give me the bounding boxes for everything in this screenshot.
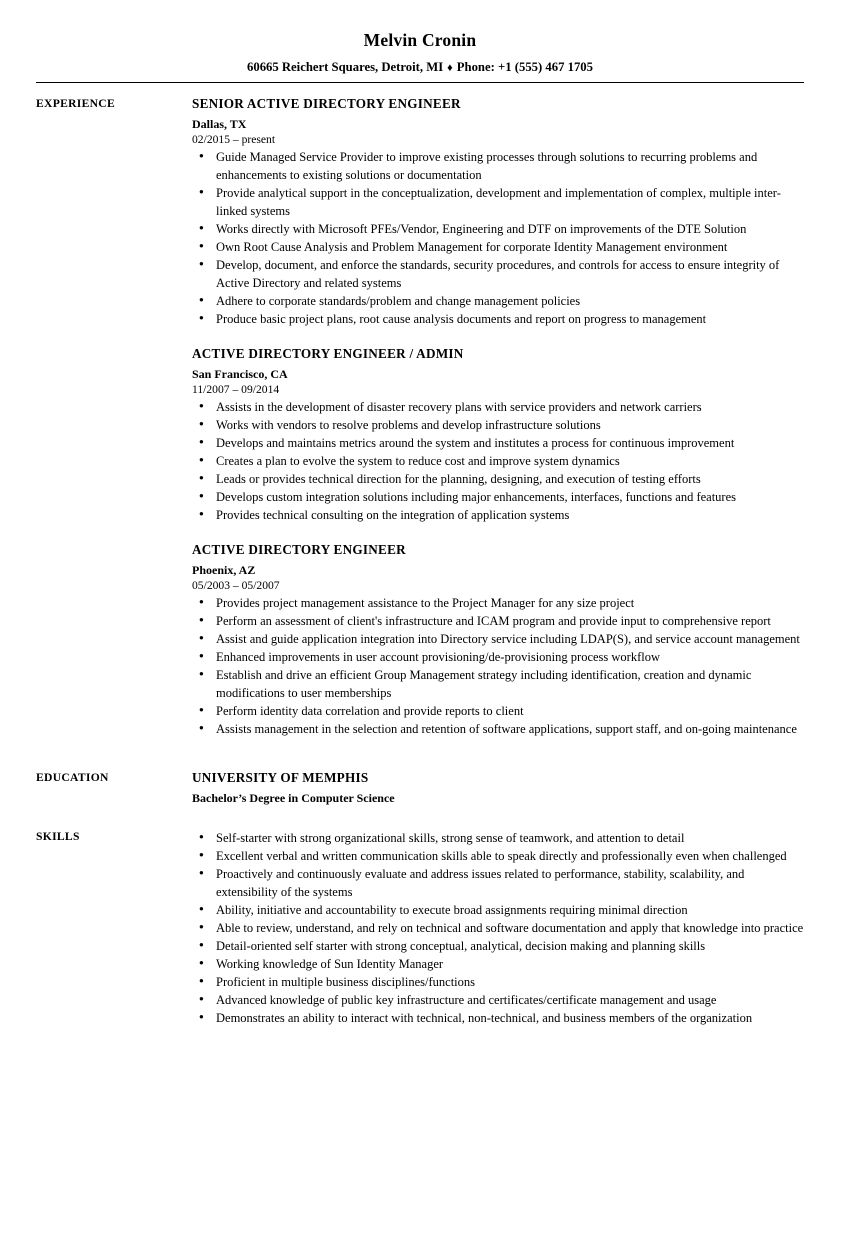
list-item: ● Proactively and continuously evaluate and address issues related to performance, stability, scalability, and extensibility of the systems	[192, 865, 804, 901]
education-degree: Bachelor’s Degree in Computer Science	[192, 791, 395, 805]
list-item: ● Self-starter with strong organizational skills, strong sense of teamwork, and attention to detail	[192, 829, 804, 847]
list-item: ● Assist and guide application integration into Directory service including LDAP(S), and service account management	[192, 630, 804, 648]
list-item: ● Produce basic project plans, root cause analysis documents and report on progress to management	[192, 310, 804, 328]
job-title: SENIOR ACTIVE DIRECTORY ENGINEER	[192, 96, 461, 111]
list-item: ● Provides project management assistance to the Project Manager for any size project	[192, 594, 804, 612]
education-body	[158, 770, 804, 806]
job-dates: 02/2015 – present	[192, 133, 276, 146]
diamond-separator-icon: ♦	[447, 62, 453, 74]
job-title: ACTIVE DIRECTORY ENGINEER	[192, 542, 406, 557]
list-item: ● Creates a plan to evolve the system to reduce cost and improve system dynamics	[192, 452, 804, 470]
contact-address: 60665 Reichert Squares, Detroit, MI	[247, 60, 444, 74]
section-label-education: EDUCATION	[36, 771, 109, 784]
experience-entry	[192, 96, 804, 328]
experience-entry	[192, 346, 804, 524]
section-experience	[36, 96, 804, 738]
job-location: Dallas, TX	[192, 117, 247, 131]
experience-body	[158, 96, 804, 738]
job-dates: 11/2007 – 09/2014	[192, 383, 280, 396]
job-bullet-list	[192, 398, 804, 524]
list-item: ● Proficient in multiple business disciplines/functions	[192, 973, 804, 991]
list-item: ● Guide Managed Service Provider to improve existing processes through solutions to recurring problems and enhancements to existing solutions or documentation	[192, 148, 804, 184]
section-label-experience: EXPERIENCE	[36, 97, 116, 110]
contact-line	[36, 60, 804, 75]
list-item: ● Able to review, understand, and rely on technical and software documentation and apply that knowledge into practice	[192, 919, 804, 937]
job-location: San Francisco, CA	[192, 367, 288, 381]
list-item: ● Develop, document, and enforce the standards, security procedures, and controls for access to ensure integrity of Active Directory and related systems	[192, 256, 804, 292]
list-item: ● Adhere to corporate standards/problem and change management policies	[192, 292, 804, 310]
education-school: UNIVERSITY OF MEMPHIS	[192, 770, 369, 785]
list-item: ● Advanced knowledge of public key infrastructure and certificates/certificate management and usage	[192, 991, 804, 1009]
list-item: ● Provide analytical support in the conceptualization, development and implementation of complex, multiple inter-linked systems	[192, 184, 804, 220]
job-bullet-list	[192, 148, 804, 328]
skills-bullet-list	[192, 829, 804, 1027]
list-item: ● Assists management in the selection and retention of software applications, support staff, and on-going maintenance	[192, 720, 804, 738]
section-label-skills: SKILLS	[36, 830, 80, 843]
list-item: ● Develops custom integration solutions including major enhancements, interfaces, functions and features	[192, 488, 804, 506]
section-education	[36, 770, 804, 806]
list-item: ● Perform identity data correlation and provide reports to client	[192, 702, 804, 720]
list-item: ● Establish and drive an efficient Group Management strategy including identification, creation and dynamic modifications to user memberships	[192, 666, 804, 702]
list-item: ● Develops and maintains metrics around the system and institutes a process for continuous improvement	[192, 434, 804, 452]
job-bullet-list	[192, 594, 804, 738]
list-item: ● Perform an assessment of client's infrastructure and ICAM program and provide input to comprehensive report	[192, 612, 804, 630]
list-item: ● Working knowledge of Sun Identity Manager	[192, 955, 804, 973]
list-item: ● Own Root Cause Analysis and Problem Management for corporate Identity Management environment	[192, 238, 804, 256]
list-item: ● Works directly with Microsoft PFEs/Vendor, Engineering and DTF on improvements of the DTE Solution	[192, 220, 804, 238]
list-item: ● Excellent verbal and written communication skills able to speak directly and professionally even when challenged	[192, 847, 804, 865]
list-item: ● Ability, initiative and accountability to execute broad assignments requiring minimal direction	[192, 901, 804, 919]
list-item: ● Assists in the development of disaster recovery plans with service providers and network carriers	[192, 398, 804, 416]
list-item: ● Works with vendors to resolve problems and develop infrastructure solutions	[192, 416, 804, 434]
list-item: ● Demonstrates an ability to interact with technical, non-technical, and business members of the organization	[192, 1009, 804, 1027]
section-skills	[36, 829, 804, 1027]
job-location: Phoenix, AZ	[192, 563, 256, 577]
skills-body	[158, 829, 804, 1027]
page-title: Melvin Cronin	[363, 30, 477, 50]
job-dates: 05/2003 – 05/2007	[192, 579, 280, 592]
contact-phone: Phone: +1 (555) 467 1705	[456, 60, 593, 74]
job-title: ACTIVE DIRECTORY ENGINEER / ADMIN	[192, 346, 464, 361]
list-item: ● Enhanced improvements in user account provisioning/de-provisioning process workflow	[192, 648, 804, 666]
list-item: ● Detail-oriented self starter with strong conceptual, analytical, decision making and planning skills	[192, 937, 804, 955]
header-divider	[36, 82, 804, 83]
list-item: ● Leads or provides technical direction for the planning, designing, and execution of testing efforts	[192, 470, 804, 488]
list-item: ● Provides technical consulting on the integration of application systems	[192, 506, 804, 524]
experience-entry	[192, 542, 804, 738]
